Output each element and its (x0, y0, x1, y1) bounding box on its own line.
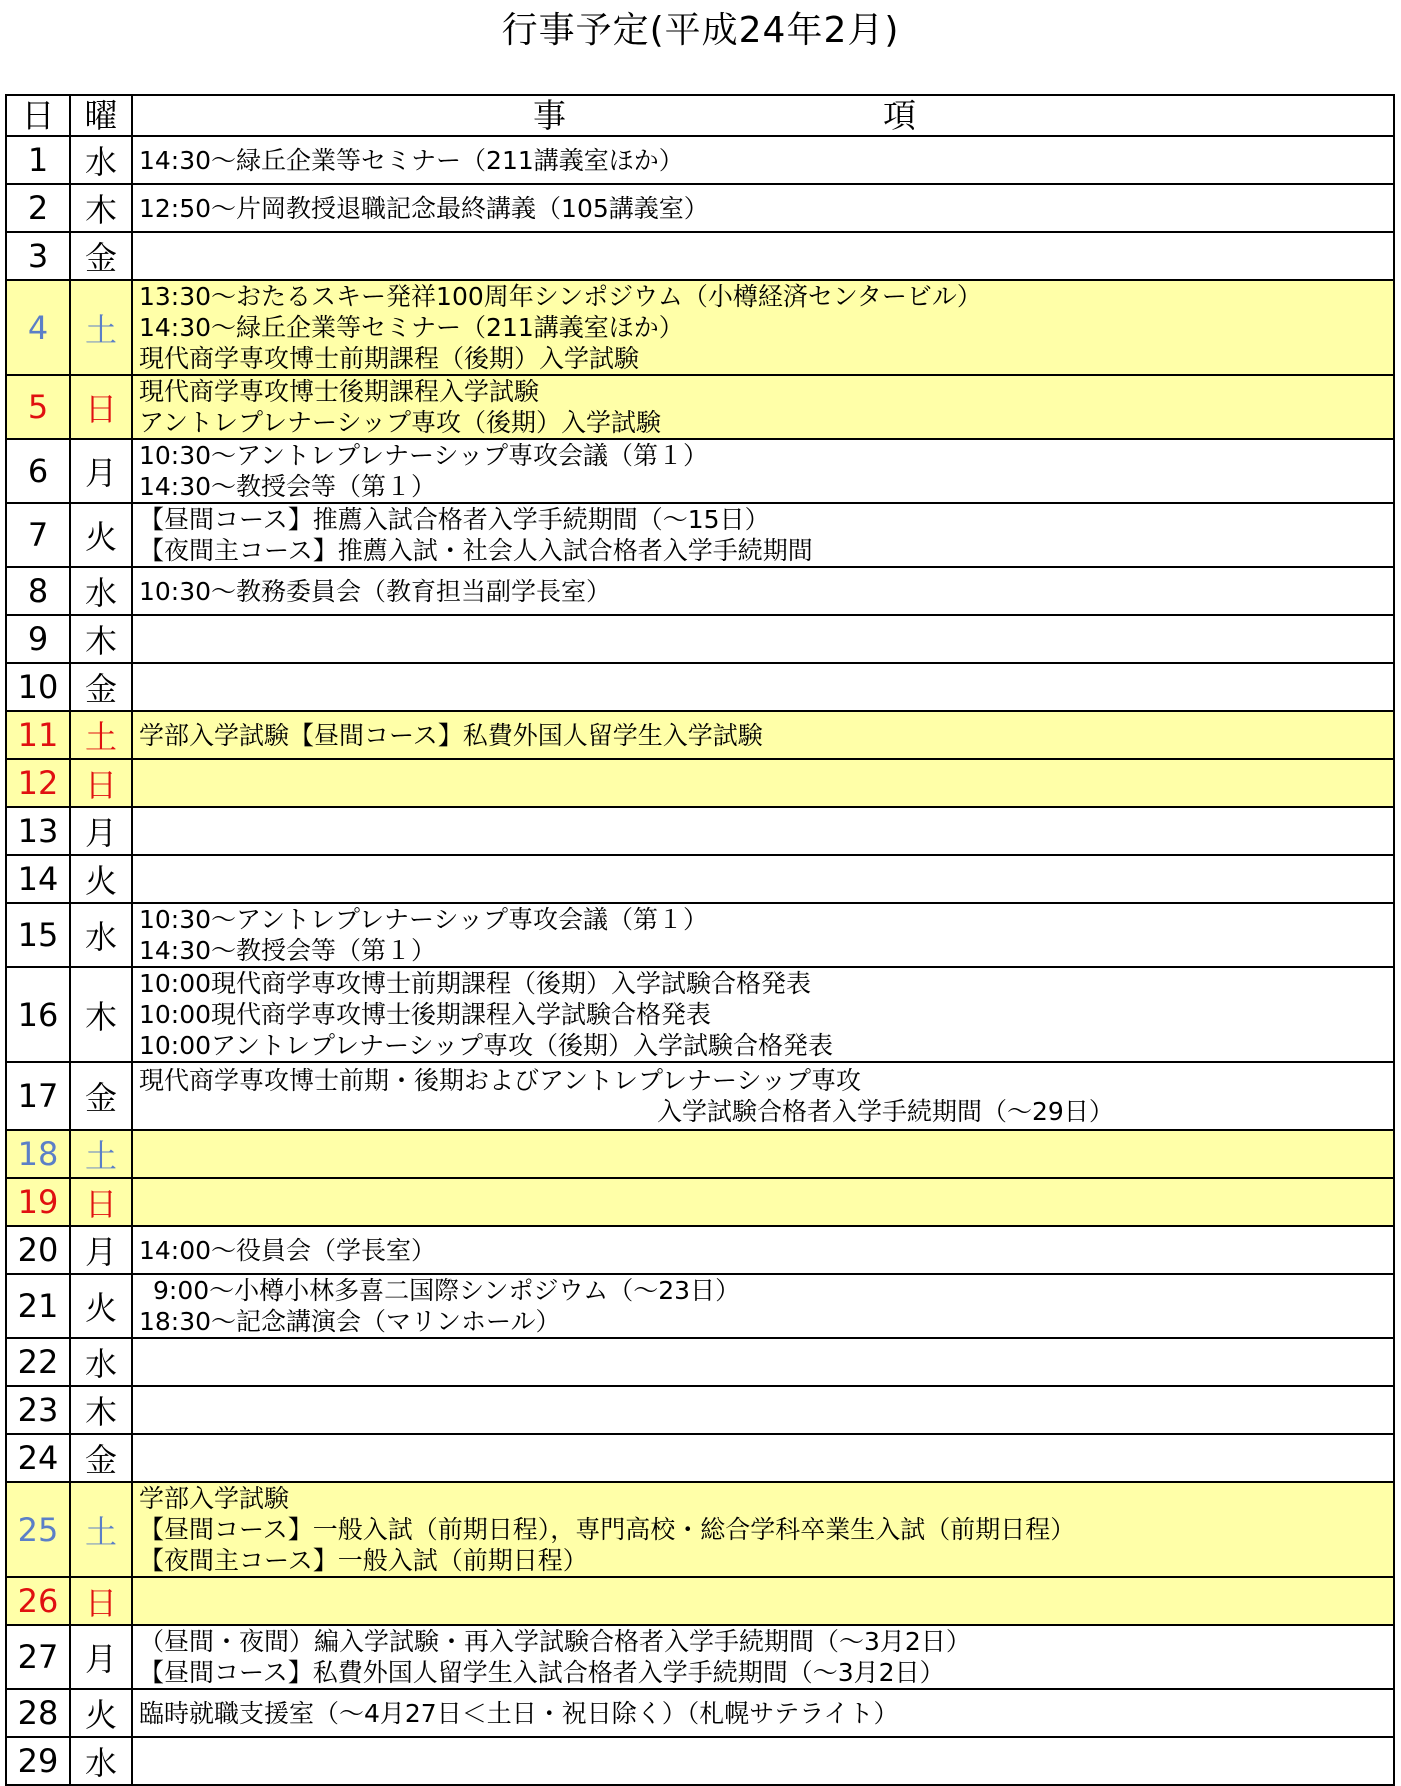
table-row (6, 232, 1394, 280)
day-cell: 12 (6, 759, 70, 807)
event-item: 9:00～小樽小林多喜二国際シンポジウム（～23日） (153, 1276, 741, 1305)
weekday-cell: 土 (70, 1130, 132, 1178)
items-cell (132, 1130, 1394, 1178)
table-row (6, 1062, 1394, 1130)
items-cell (132, 1737, 1394, 1785)
items-cell (132, 663, 1394, 711)
day-cell: 26 (6, 1577, 70, 1625)
table-row (6, 615, 1394, 663)
event-item: 10:30～アントレプレナーシップ専攻会議（第１） (139, 441, 709, 470)
weekday-cell: 日 (70, 759, 132, 807)
weekday-cell: 水 (70, 567, 132, 615)
weekday-cell: 土 (70, 280, 132, 375)
day-cell: 6 (6, 439, 70, 503)
event-item: 10:30～アントレプレナーシップ専攻会議（第１） (139, 905, 709, 934)
items-cell (132, 1338, 1394, 1386)
weekday-cell: 月 (70, 1625, 132, 1689)
items-cell (132, 1386, 1394, 1434)
event-item: 学部入学試験【昼間コース】私費外国人留学生入学試験 (139, 720, 763, 750)
table-row (6, 1226, 1394, 1274)
table-row (6, 663, 1394, 711)
day-cell: 16 (6, 967, 70, 1062)
weekday-cell: 木 (70, 184, 132, 232)
weekday-cell: 水 (70, 136, 132, 184)
table-row (6, 1274, 1394, 1338)
weekday-cell: 土 (70, 1482, 132, 1577)
event-item: アントレプレナーシップ専攻（後期）入学試験 (139, 408, 662, 437)
items-cell (132, 1577, 1394, 1625)
items-cell (132, 567, 1394, 615)
weekday-cell: 水 (70, 903, 132, 967)
day-cell: 19 (6, 1178, 70, 1226)
items-cell (132, 855, 1394, 903)
weekday-cell: 金 (70, 232, 132, 280)
weekday-cell: 日 (70, 1178, 132, 1226)
items-cell (132, 967, 1394, 1062)
day-cell: 29 (6, 1737, 70, 1785)
weekday-cell: 金 (70, 1434, 132, 1482)
table-row (6, 711, 1394, 759)
table-row (6, 567, 1394, 615)
event-item: 14:30～緑丘企業等セミナー（211講義室ほか） (139, 313, 684, 342)
table-row (6, 1737, 1394, 1785)
day-cell: 9 (6, 615, 70, 663)
event-item: 【夜間主コース】推薦入試・社会人入試合格者入学手続期間 (139, 536, 813, 565)
event-item: 【夜間主コース】一般入試（前期日程） (139, 1546, 588, 1575)
day-cell: 7 (6, 503, 70, 567)
items-cell (132, 1062, 1394, 1130)
table-row (6, 1434, 1394, 1482)
table-row (6, 903, 1394, 967)
event-item: 13:30～おたるスキー発祥100周年シンポジウム（小樽経済センタービル） (139, 282, 982, 311)
day-cell: 27 (6, 1625, 70, 1689)
day-cell: 8 (6, 567, 70, 615)
event-item: 10:00現代商学専攻博士後期課程入学試験合格発表 (139, 1000, 712, 1029)
weekday-cell: 木 (70, 967, 132, 1062)
table-row (6, 855, 1394, 903)
weekday-cell: 土 (70, 711, 132, 759)
weekday-cell: 水 (70, 1338, 132, 1386)
items-cell (132, 1274, 1394, 1338)
schedule-table-body (6, 95, 1394, 1785)
items-cell (132, 759, 1394, 807)
day-cell: 24 (6, 1434, 70, 1482)
weekday-cell: 火 (70, 1689, 132, 1737)
table-row (6, 1482, 1394, 1577)
event-item: 学部入学試験 (139, 1484, 290, 1513)
event-item: 14:30～教授会等（第１） (139, 472, 437, 501)
header-items (132, 95, 1394, 136)
table-row (6, 967, 1394, 1062)
weekday-cell: 火 (70, 503, 132, 567)
event-item: 現代商学専攻博士後期課程入学試験 (139, 377, 540, 406)
items-cell (132, 1625, 1394, 1689)
day-cell: 23 (6, 1386, 70, 1434)
weekday-cell: 日 (70, 1577, 132, 1625)
weekday-cell: 金 (70, 663, 132, 711)
day-cell: 18 (6, 1130, 70, 1178)
event-item: 【昼間コース】私費外国人留学生入試合格者入学手続期間（～3月2日） (139, 1658, 945, 1687)
event-item: 18:30～記念講演会（マリンホール） (139, 1307, 561, 1336)
items-cell (132, 503, 1394, 567)
header-items-char-2: 項 (883, 96, 916, 135)
event-item: 14:30～教授会等（第１） (139, 936, 437, 965)
weekday-cell: 月 (70, 1226, 132, 1274)
items-cell (132, 439, 1394, 503)
weekday-cell: 火 (70, 1274, 132, 1338)
day-cell: 15 (6, 903, 70, 967)
day-cell: 17 (6, 1062, 70, 1130)
table-row (6, 759, 1394, 807)
items-cell (132, 615, 1394, 663)
items-cell (132, 1434, 1394, 1482)
day-cell: 2 (6, 184, 70, 232)
event-item: 【昼間コース】推薦入試合格者入学手続期間（～15日） (139, 505, 770, 534)
items-cell (132, 136, 1394, 184)
weekday-cell: 月 (70, 807, 132, 855)
day-cell: 22 (6, 1338, 70, 1386)
event-item: 14:30～緑丘企業等セミナー（211講義室ほか） (139, 145, 684, 175)
table-row (6, 1130, 1394, 1178)
table-row (6, 1577, 1394, 1625)
table-row (6, 1338, 1394, 1386)
event-item: 入学試験合格者入学手続期間（～29日） (657, 1097, 1114, 1126)
event-item: 現代商学専攻博士前期・後期およびアントレプレナーシップ専攻 (139, 1066, 862, 1095)
weekday-cell: 水 (70, 1737, 132, 1785)
event-item: 14:00～役員会（学長室） (139, 1235, 437, 1265)
event-item: 臨時就職支援室（～4月27日＜土日・祝日除く）（札幌サテライト） (139, 1698, 899, 1728)
items-cell (132, 1178, 1394, 1226)
table-row (6, 375, 1394, 439)
table-row (6, 807, 1394, 855)
day-cell: 21 (6, 1274, 70, 1338)
table-row (6, 439, 1394, 503)
table-row (6, 136, 1394, 184)
weekday-cell: 火 (70, 855, 132, 903)
day-cell: 13 (6, 807, 70, 855)
weekday-cell: 日 (70, 375, 132, 439)
items-cell (132, 711, 1394, 759)
day-cell: 1 (6, 136, 70, 184)
table-row (6, 1625, 1394, 1689)
items-cell (132, 1226, 1394, 1274)
items-cell (132, 184, 1394, 232)
items-cell (132, 903, 1394, 967)
items-cell (132, 1482, 1394, 1577)
event-item: 10:00現代商学専攻博士前期課程（後期）入学試験合格発表 (139, 969, 812, 998)
header-items-char-1: 事 (533, 96, 566, 135)
day-cell: 3 (6, 232, 70, 280)
table-row (6, 184, 1394, 232)
items-cell (132, 1689, 1394, 1737)
table-row (6, 503, 1394, 567)
items-cell (132, 807, 1394, 855)
weekday-cell: 木 (70, 615, 132, 663)
table-row (6, 1178, 1394, 1226)
table-header-row (6, 95, 1394, 136)
day-cell: 4 (6, 280, 70, 375)
day-cell: 10 (6, 663, 70, 711)
header-day: 日 (6, 95, 70, 136)
weekday-cell: 木 (70, 1386, 132, 1434)
day-cell: 28 (6, 1689, 70, 1737)
items-cell (132, 375, 1394, 439)
event-item: 10:00アントレプレナーシップ専攻（後期）入学試験合格発表 (139, 1031, 834, 1060)
day-cell: 20 (6, 1226, 70, 1274)
day-cell: 5 (6, 375, 70, 439)
header-weekday: 曜 (70, 95, 132, 136)
event-item: 10:30～教務委員会（教育担当副学長室） (139, 576, 612, 606)
items-cell (132, 280, 1394, 375)
weekday-cell: 月 (70, 439, 132, 503)
day-cell: 25 (6, 1482, 70, 1577)
page-title: 行事予定(平成24年2月) (501, 10, 900, 51)
event-item: 12:50～片岡教授退職記念最終講義（105講義室） (139, 193, 709, 223)
day-cell: 14 (6, 855, 70, 903)
schedule-table (5, 94, 1395, 1786)
day-cell: 11 (6, 711, 70, 759)
event-item: 【昼間コース】一般入試（前期日程），専門高校・総合学科卒業生入試（前期日程） (139, 1515, 1076, 1544)
event-item: （昼間・夜間）編入学試験・再入学試験合格者入学手続期間（～3月2日） (139, 1627, 971, 1656)
items-cell (132, 232, 1394, 280)
weekday-cell: 金 (70, 1062, 132, 1130)
event-item: 現代商学専攻博士前期課程（後期）入学試験 (139, 344, 640, 373)
table-row (6, 280, 1394, 375)
table-row (6, 1386, 1394, 1434)
table-row (6, 1689, 1394, 1737)
